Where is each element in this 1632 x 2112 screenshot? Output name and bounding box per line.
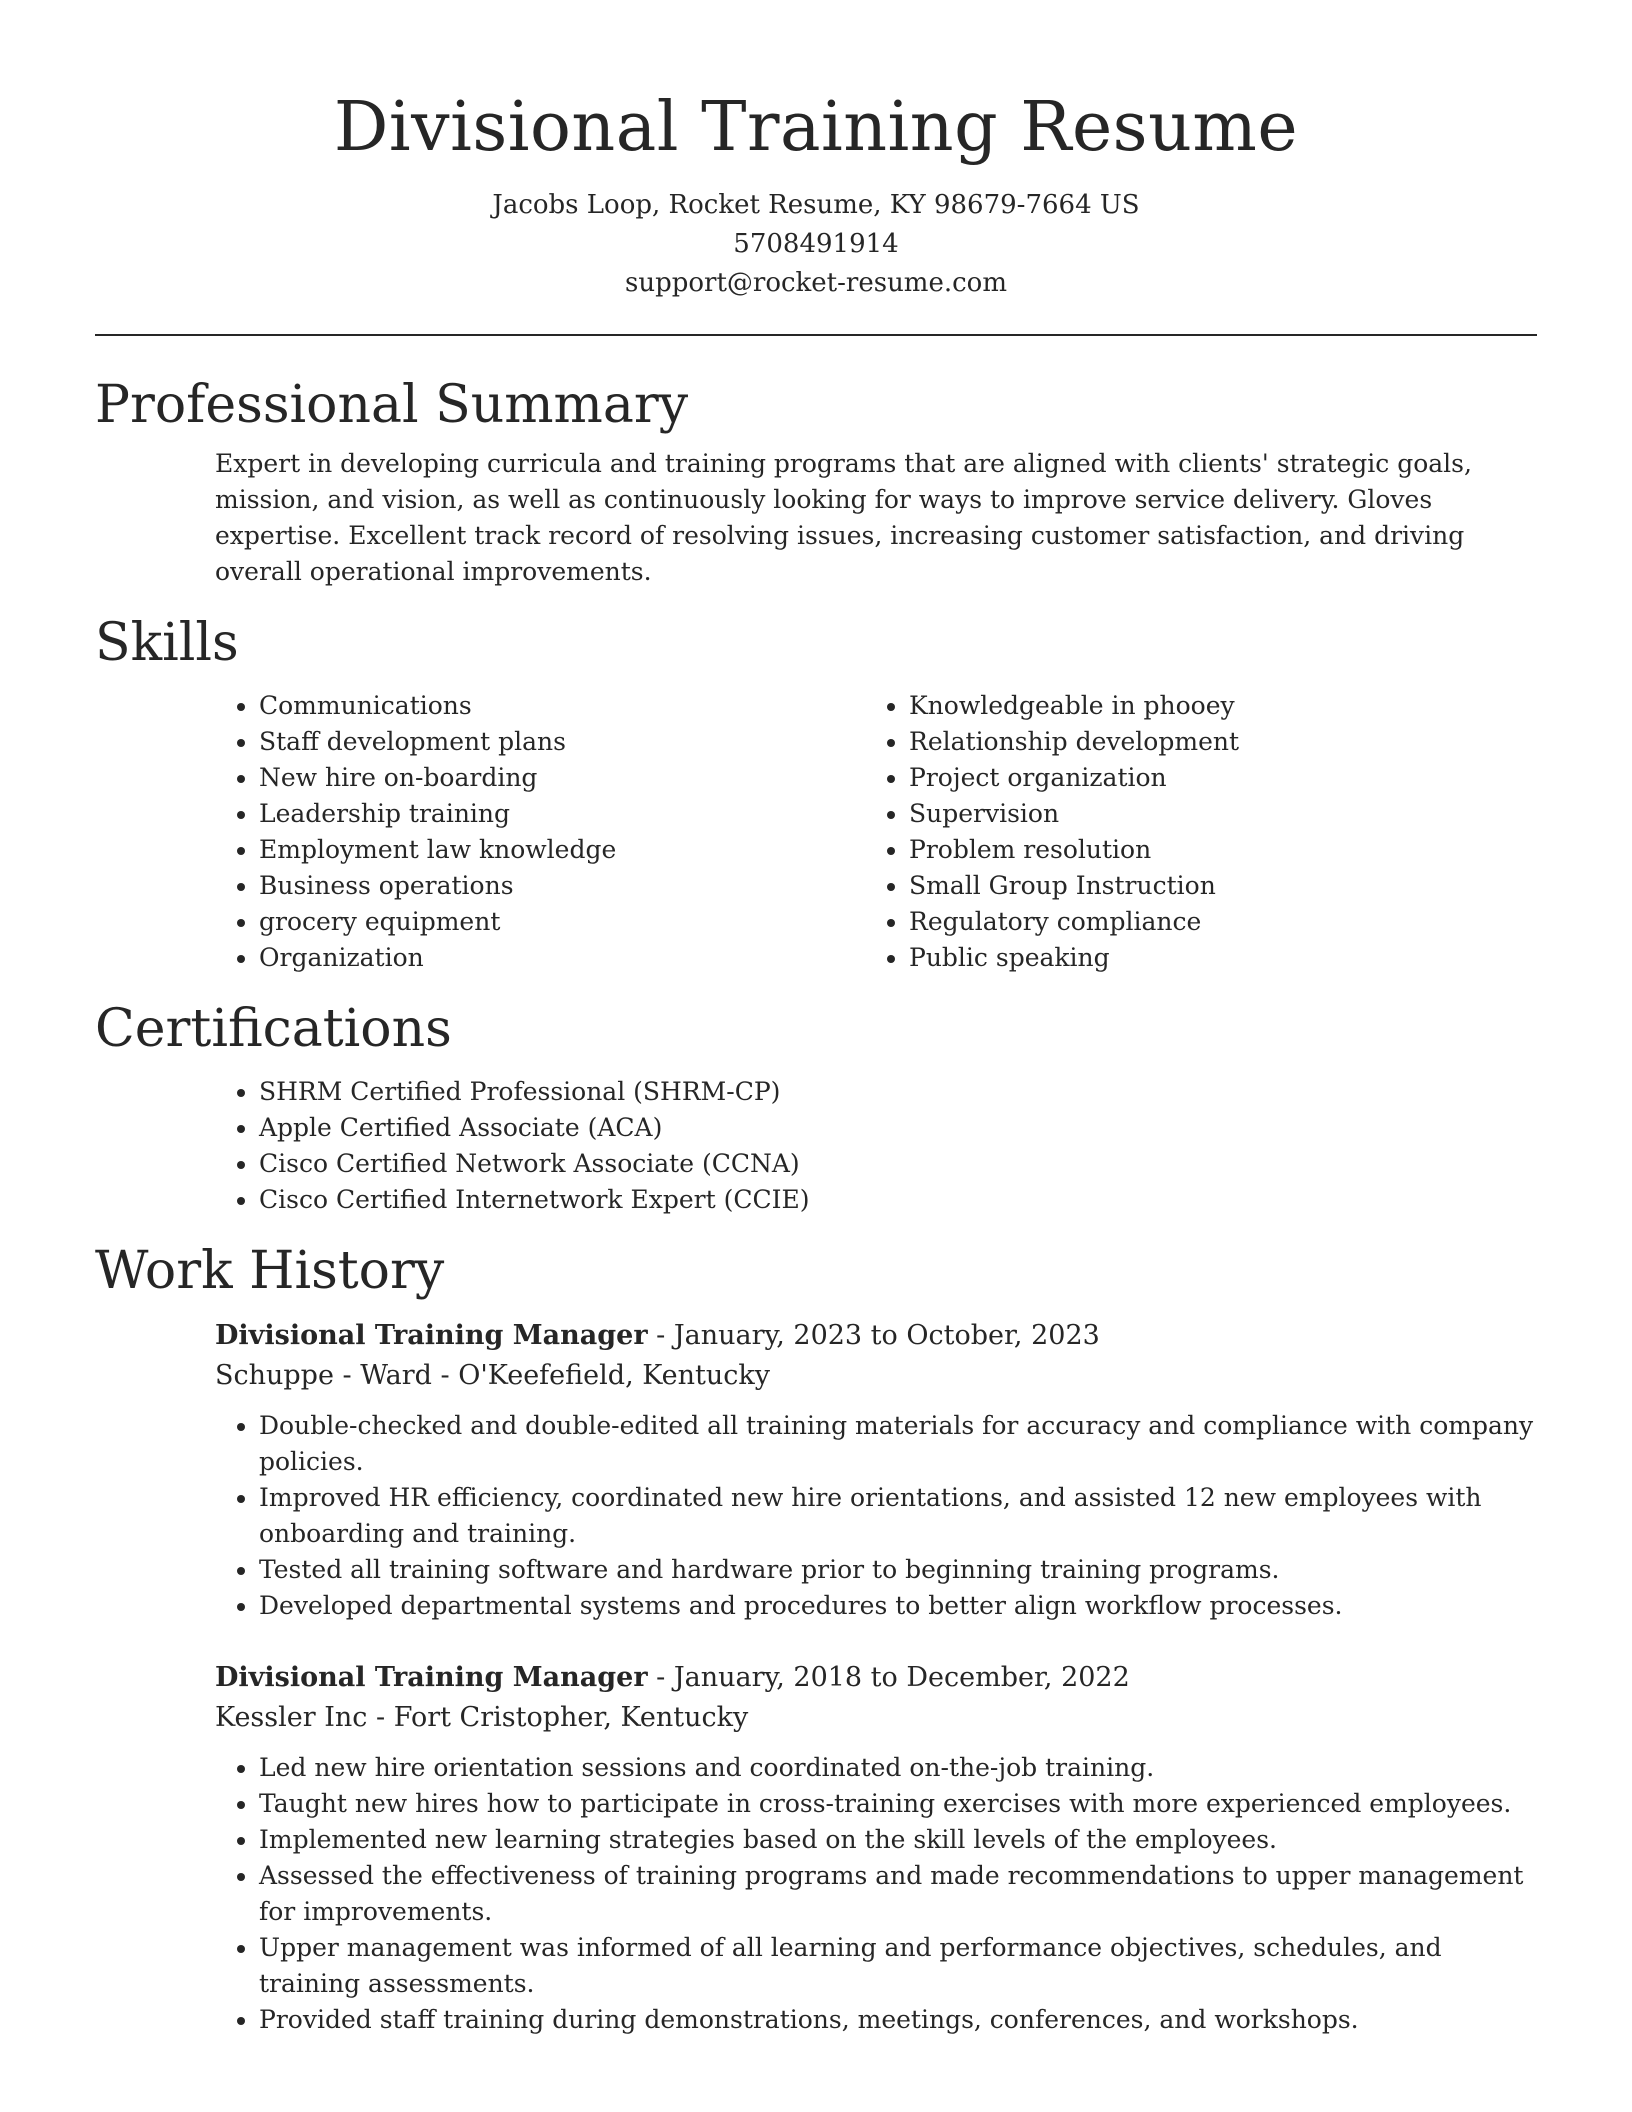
skill-item: • Relationship development: [909, 724, 1515, 760]
certification-item: • Cisco Certified Network Associate (CCNA): [259, 1146, 1537, 1182]
skill-item: • grocery equipment: [259, 904, 865, 940]
contact-block: [95, 186, 1537, 303]
skill-item: • Problem resolution: [909, 832, 1515, 868]
skills-list-right: [865, 688, 1515, 976]
skill-item: • Business operations: [259, 868, 865, 904]
summary-text: Expert in developing curricula and training programs that are aligned with clients' strategic goals, mission, and vision, as well as continuously looking for ways to improve service delivery. Gloves expertise. Excellent track record of resolving issues, increasing customer satisfaction, and driving overall operational improvements.: [215, 449, 1472, 586]
skill-item: • Small Group Instruction: [909, 868, 1515, 904]
certifications-section: [95, 996, 1537, 1218]
job-bullet: • Developed departmental systems and procedures to better align workflow processes.: [259, 1588, 1537, 1624]
job-bullets: [215, 1750, 1537, 2038]
job-company-line: [215, 1356, 1537, 1396]
job-role: Divisional Training Manager: [215, 1662, 648, 1693]
job-bullet: • Implemented new learning strategies based on the skill levels of the employees.: [259, 1822, 1537, 1858]
job-title-line: [215, 1316, 1537, 1356]
skill-item: • Communications: [259, 688, 865, 724]
job-dates: - January, 2023 to October, 2023: [647, 1320, 1100, 1351]
contact-phone: 5708491914: [733, 229, 899, 259]
resume-title: Divisional Training Resume: [333, 88, 1299, 167]
skill-item: • Project organization: [909, 760, 1515, 796]
job-entry: [215, 1658, 1537, 2038]
certifications-list-wrap: [215, 1074, 1537, 1218]
work-history-section: [95, 1238, 1537, 2038]
job-bullet: • Led new hire orientation sessions and coordinated on-the-job training.: [259, 1750, 1537, 1786]
skills-list-left: [215, 688, 865, 976]
job-bullet: • Provided staff training during demonstrations, meetings, conferences, and workshops.: [259, 2002, 1537, 2038]
skill-item: • Staff development plans: [259, 724, 865, 760]
work-history-heading: Work History: [95, 1241, 445, 1301]
job-location: - O'Keefefield, Kentucky: [431, 1360, 771, 1391]
job-bullet: • Tested all training software and hardware prior to beginning training programs.: [259, 1552, 1537, 1588]
skill-item: • Supervision: [909, 796, 1515, 832]
resume-header: [95, 0, 1537, 303]
skills-grid: [215, 688, 1537, 976]
skill-item: • Employment law knowledge: [259, 832, 865, 868]
job-entry: [215, 1316, 1537, 1624]
skills-section: [95, 610, 1537, 976]
certification-item: • Apple Certified Associate (ACA): [259, 1110, 1537, 1146]
header-divider: [95, 334, 1537, 336]
skills-heading: Skills: [95, 613, 239, 673]
job-location: - Fort Cristopher, Kentucky: [367, 1702, 749, 1733]
job-bullets-wrap: [215, 1408, 1537, 1624]
skills-column-right: [865, 688, 1515, 976]
job-bullet: • Upper management was informed of all learning and performance objectives, schedules, and training assessments.: [259, 1930, 1537, 2002]
skill-item: • Leadership training: [259, 796, 865, 832]
certification-item: • Cisco Certified Internetwork Expert (CCIE): [259, 1182, 1537, 1218]
skill-item: • Public speaking: [909, 940, 1515, 976]
skill-item: • Organization: [259, 940, 865, 976]
job-dates: - January, 2018 to December, 2022: [647, 1662, 1130, 1693]
job-role: Divisional Training Manager: [215, 1320, 648, 1351]
job-bullets: [215, 1408, 1537, 1624]
job-bullets-wrap: [215, 1750, 1537, 2038]
skill-item: • Regulatory compliance: [909, 904, 1515, 940]
certifications-heading: Certifications: [95, 999, 452, 1059]
contact-email: support@rocket-resume.com: [624, 268, 1007, 298]
skill-item: • Knowledgeable in phooey: [909, 688, 1515, 724]
job-bullet: • Improved HR efficiency, coordinated new hire orientations, and assisted 12 new employees with onboarding and training.: [259, 1480, 1537, 1552]
job-bullet: • Taught new hires how to participate in cross-training exercises with more experienced employees.: [259, 1786, 1537, 1822]
certifications-list: [215, 1074, 1537, 1218]
job-company: Schuppe - Ward: [215, 1360, 432, 1391]
job-company-line: [215, 1698, 1537, 1738]
job-company: Kessler Inc: [215, 1702, 368, 1733]
certification-item: • SHRM Certified Professional (SHRM-CP): [259, 1074, 1537, 1110]
skill-item: • New hire on-boarding: [259, 760, 865, 796]
summary-heading: Professional Summary: [95, 375, 689, 435]
job-bullet: • Assessed the effectiveness of training programs and made recommendations to upper management for improvements.: [259, 1858, 1537, 1930]
job-bullet: • Double-checked and double-edited all training materials for accuracy and compliance with company policies.: [259, 1408, 1537, 1480]
skills-column-left: [215, 688, 865, 976]
job-title-line: [215, 1658, 1537, 1698]
summary-section: [95, 372, 1537, 590]
contact-address: Jacobs Loop, Rocket Resume, KY 98679-7664 US: [492, 190, 1140, 220]
